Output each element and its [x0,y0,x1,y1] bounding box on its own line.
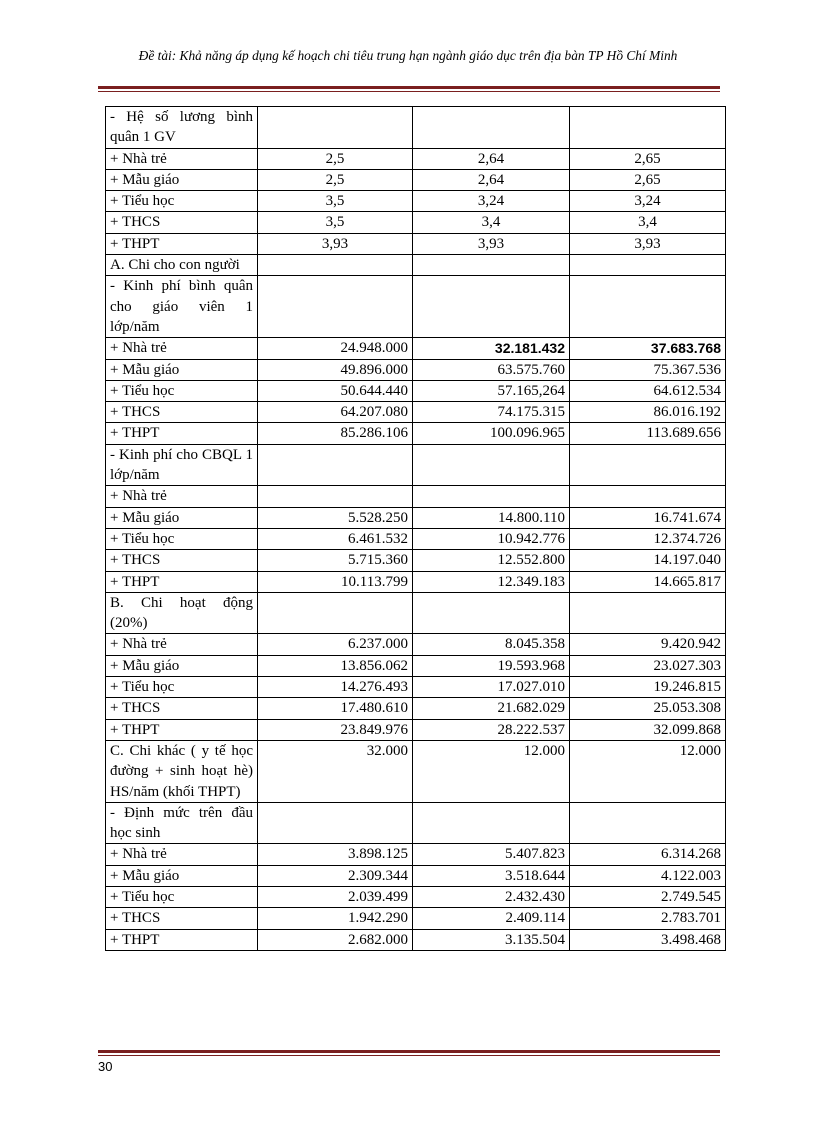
value-cell-col-3 [570,255,726,276]
table-row [106,169,726,190]
footer-rule-thick [98,1050,720,1053]
value-cell-col-2: 57.165,264 [413,380,570,401]
value-cell-col-1 [258,276,413,338]
table-row [106,191,726,212]
value-cell-col-3 [570,486,726,507]
row-label-cell: + Mẫu giáo [106,507,258,528]
table-row [106,592,726,634]
value-cell-col-2: 3.135.504 [413,929,570,950]
row-label-cell: + Mẫu giáo [106,865,258,886]
value-cell-col-2: 12.000 [413,740,570,802]
value-cell-col-1 [258,107,413,149]
value-cell-col-3: 37.683.768 [570,338,726,359]
value-cell-col-1: 3,5 [258,191,413,212]
value-cell-col-2: 32.181.432 [413,338,570,359]
row-label-cell: + Mẫu giáo [106,655,258,676]
header-rule-thick [98,86,720,89]
page-number: 30 [98,1059,113,1074]
value-cell-col-2: 5.407.823 [413,844,570,865]
row-label-cell: + THPT [106,719,258,740]
value-cell-col-1: 3.898.125 [258,844,413,865]
value-cell-col-2: 10.942.776 [413,528,570,549]
value-cell-col-2: 2,64 [413,169,570,190]
page-header-title: Đề tài: Khả năng áp dụng kế hoạch chi tiêu trung hạn ngành giáo dục trên địa bàn TP Hồ Chí Minh [138,48,678,63]
value-cell-col-1: 50.644.440 [258,380,413,401]
row-label-cell: + Mẫu giáo [106,359,258,380]
value-cell-col-3: 2,65 [570,169,726,190]
value-cell-col-3: 12.374.726 [570,528,726,549]
table-row [106,528,726,549]
value-cell-col-3: 32.099.868 [570,719,726,740]
value-cell-col-3: 14.197.040 [570,550,726,571]
value-cell-col-2: 3,4 [413,212,570,233]
value-cell-col-2: 3,24 [413,191,570,212]
value-cell-col-1: 13.856.062 [258,655,413,676]
value-cell-col-2 [413,255,570,276]
header-rule-thin [98,91,720,92]
value-cell-col-3: 64.612.534 [570,380,726,401]
value-cell-col-1: 5.528.250 [258,507,413,528]
table-row [106,740,726,802]
value-cell-col-3: 19.246.815 [570,677,726,698]
value-cell-col-2: 21.682.029 [413,698,570,719]
table-row [106,402,726,423]
value-cell-col-2 [413,802,570,844]
value-cell-col-3: 4.122.003 [570,865,726,886]
value-cell-col-1: 2,5 [258,169,413,190]
value-cell-col-1: 6.461.532 [258,528,413,549]
table-row [106,571,726,592]
value-cell-col-2: 2.409.114 [413,908,570,929]
value-cell-col-2 [413,107,570,149]
value-cell-col-3: 3,24 [570,191,726,212]
table-row [106,677,726,698]
row-label-cell: + THCS [106,212,258,233]
value-cell-col-2 [413,444,570,486]
value-cell-col-1: 3,5 [258,212,413,233]
row-label-cell: + Tiểu học [106,380,258,401]
table-row [106,886,726,907]
value-cell-col-2: 100.096.965 [413,423,570,444]
row-label-cell: + Nhà trẻ [106,634,258,655]
value-cell-col-1: 5.715.360 [258,550,413,571]
value-cell-col-1: 2.682.000 [258,929,413,950]
table-row [106,338,726,359]
value-cell-col-3: 3,4 [570,212,726,233]
value-cell-col-3: 2.749.545 [570,886,726,907]
value-cell-col-1 [258,255,413,276]
value-cell-col-1: 14.276.493 [258,677,413,698]
value-cell-col-3: 3,93 [570,233,726,254]
value-cell-col-3: 9.420.942 [570,634,726,655]
row-label-cell: + Nhà trẻ [106,338,258,359]
value-cell-col-3: 2,65 [570,148,726,169]
table-row [106,844,726,865]
table-row [106,486,726,507]
row-label-cell: + Mẫu giáo [106,169,258,190]
value-cell-col-3: 6.314.268 [570,844,726,865]
value-cell-col-3: 3.498.468 [570,929,726,950]
table-row [106,276,726,338]
value-cell-col-1 [258,486,413,507]
value-cell-col-3: 23.027.303 [570,655,726,676]
footer-rule-thin [98,1055,720,1056]
value-cell-col-1: 3,93 [258,233,413,254]
table-row [106,655,726,676]
value-cell-col-1: 64.207.080 [258,402,413,423]
row-label-cell: + Tiểu học [106,528,258,549]
value-cell-col-2 [413,592,570,634]
table-row [106,719,726,740]
table-row [106,908,726,929]
value-cell-col-3: 2.783.701 [570,908,726,929]
value-cell-col-1: 2,5 [258,148,413,169]
table-row [106,698,726,719]
row-label-cell: + Nhà trẻ [106,148,258,169]
table-row [106,802,726,844]
row-label-cell: + Tiểu học [106,677,258,698]
row-label-cell: + THPT [106,423,258,444]
value-cell-col-1: 23.849.976 [258,719,413,740]
row-label-cell: A. Chi cho con người [106,255,258,276]
value-cell-col-2: 14.800.110 [413,507,570,528]
value-cell-col-3 [570,276,726,338]
value-cell-col-3 [570,802,726,844]
table-row [106,233,726,254]
value-cell-col-1: 1.942.290 [258,908,413,929]
budget-table [105,106,726,951]
row-label-cell: + THCS [106,698,258,719]
table-row [106,507,726,528]
row-label-cell: + THCS [106,402,258,423]
row-label-cell: + Nhà trẻ [106,844,258,865]
table-row [106,634,726,655]
value-cell-col-3: 12.000 [570,740,726,802]
value-cell-col-3: 86.016.192 [570,402,726,423]
value-cell-col-2: 28.222.537 [413,719,570,740]
value-cell-col-3 [570,107,726,149]
row-label-cell: B. Chi hoạt động (20%) [106,592,258,634]
table-row [106,212,726,233]
row-label-cell: - Kinh phí cho CBQL 1 lớp/năm [106,444,258,486]
table-row [106,865,726,886]
value-cell-col-2: 12.349.183 [413,571,570,592]
value-cell-col-3: 75.367.536 [570,359,726,380]
row-label-cell: + THPT [106,571,258,592]
value-cell-col-2 [413,276,570,338]
value-cell-col-1 [258,802,413,844]
table-row [106,423,726,444]
row-label-cell: - Kinh phí bình quân cho giáo viên 1 lớp/năm [106,276,258,338]
row-label-cell: + THPT [106,929,258,950]
table-row [106,380,726,401]
value-cell-col-3: 16.741.674 [570,507,726,528]
value-cell-col-3: 14.665.817 [570,571,726,592]
value-cell-col-3 [570,444,726,486]
table-row [106,107,726,149]
value-cell-col-1: 24.948.000 [258,338,413,359]
value-cell-col-3: 113.689.656 [570,423,726,444]
value-cell-col-1 [258,444,413,486]
table-row [106,550,726,571]
row-label-cell: C. Chi khác ( y tế học đường + sinh hoạt hè) HS/năm (khối THPT) [106,740,258,802]
value-cell-col-2: 2.432.430 [413,886,570,907]
value-cell-col-2: 8.045.358 [413,634,570,655]
row-label-cell: - Hệ số lương bình quân 1 GV [106,107,258,149]
value-cell-col-2: 63.575.760 [413,359,570,380]
row-label-cell: + THCS [106,550,258,571]
value-cell-col-2: 12.552.800 [413,550,570,571]
value-cell-col-2: 3,93 [413,233,570,254]
value-cell-col-1: 85.286.106 [258,423,413,444]
value-cell-col-3 [570,592,726,634]
table-row [106,444,726,486]
value-cell-col-1: 10.113.799 [258,571,413,592]
value-cell-col-2: 3.518.644 [413,865,570,886]
value-cell-col-2: 2,64 [413,148,570,169]
row-label-cell: + Tiểu học [106,191,258,212]
table-row [106,148,726,169]
table-row [106,359,726,380]
row-label-cell: + Tiểu học [106,886,258,907]
row-label-cell: - Định mức trên đầu học sinh [106,802,258,844]
value-cell-col-2: 17.027.010 [413,677,570,698]
row-label-cell: + Nhà trẻ [106,486,258,507]
value-cell-col-1 [258,592,413,634]
row-label-cell: + THPT [106,233,258,254]
value-cell-col-2 [413,486,570,507]
value-cell-col-1: 2.039.499 [258,886,413,907]
value-cell-col-3: 25.053.308 [570,698,726,719]
value-cell-col-2: 74.175.315 [413,402,570,423]
value-cell-col-1: 49.896.000 [258,359,413,380]
value-cell-col-1: 6.237.000 [258,634,413,655]
value-cell-col-1: 17.480.610 [258,698,413,719]
value-cell-col-2: 19.593.968 [413,655,570,676]
value-cell-col-1: 32.000 [258,740,413,802]
row-label-cell: + THCS [106,908,258,929]
table-row [106,929,726,950]
table-row [106,255,726,276]
value-cell-col-1: 2.309.344 [258,865,413,886]
